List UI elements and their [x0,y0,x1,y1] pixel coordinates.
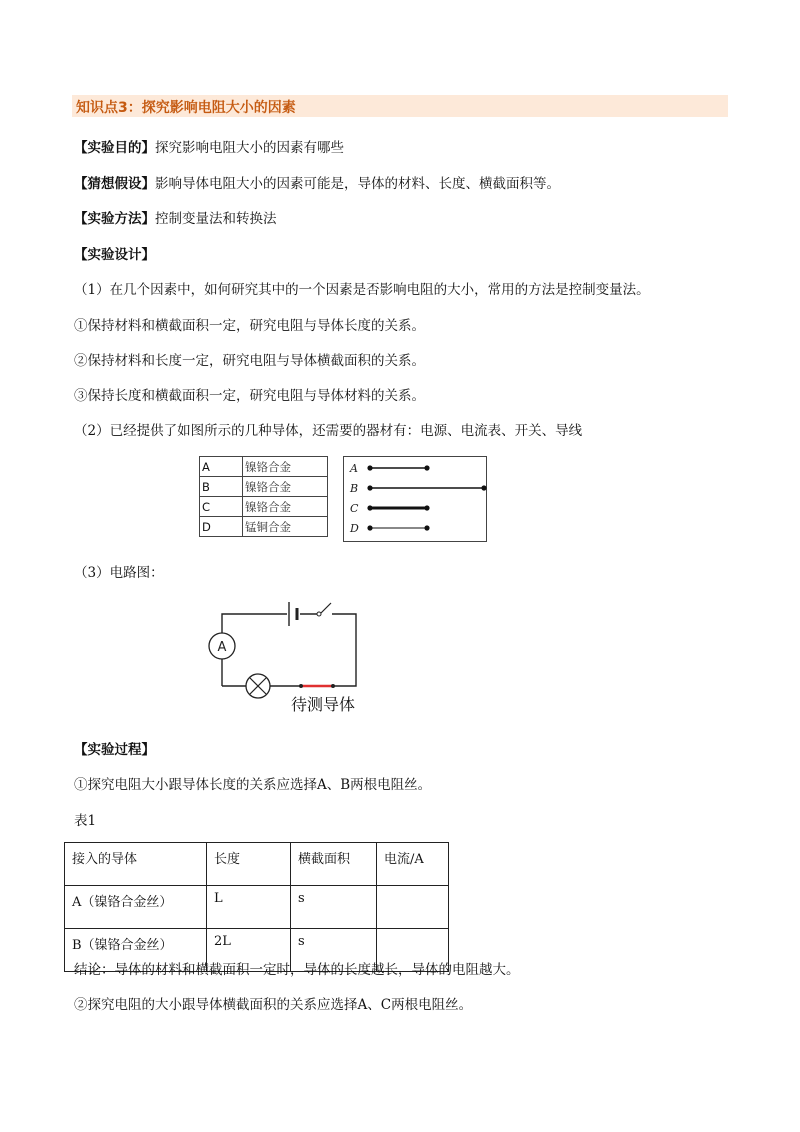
materials-name: 镍铬合金 [243,477,328,497]
test-conductor-label: 待测导体 [290,695,356,714]
wire-endpoint [367,485,372,490]
section-heading: 知识点3：探究影响电阻大小的因素 [76,100,296,116]
results-header-row [65,843,449,886]
results-cell: s [291,929,377,972]
materials-row [200,517,328,537]
wire-label: A [350,462,358,475]
materials-name: 锰铜合金 [243,517,328,537]
results-cell [377,886,449,929]
wire-endpoint [424,465,429,470]
materials-id: C [200,497,243,517]
design-p1: （1）在几个因素中，如何研究其中的一个因素是否影响电阻的大小，常用的方法是控制变量法。 [74,282,650,298]
results-cell: B（镍铬合金丝） [65,929,207,972]
design-item1: ①保持材料和横截面积一定，研究电阻与导体长度的关系。 [74,318,425,334]
materials-id: A [200,457,243,477]
results-cell: 2L [207,929,291,972]
wire-label: B [350,482,359,495]
ammeter-label: A [217,640,227,655]
process-step1: ①探究电阻大小跟导体长度的关系应选择A、B两根电阻丝。 [74,777,432,793]
test-conductor-end-right [331,684,335,688]
table-caption: 表1 [74,813,97,829]
wire-label: D [350,522,359,535]
wire-left-top [222,614,287,633]
wire-right [332,614,356,686]
process-step2: ②探究电阻的大小跟导体横截面积的关系应选择A、C两根电阻丝。 [74,997,473,1013]
materials-id: D [200,517,243,537]
hypothesis-label: 【猜想假设】 [74,176,155,192]
purpose-text: 探究影响电阻大小的因素有哪些 [155,140,344,156]
materials-row [200,497,328,517]
results-table [64,842,449,972]
wire-endpoint [481,485,486,490]
materials-id: B [200,477,243,497]
wire-figure [343,456,487,542]
materials-row [200,477,328,497]
results-header-cell: 长度 [207,843,291,886]
wire-endpoint [424,525,429,530]
wire-endpoint [424,505,429,510]
design-item2: ②保持材料和长度一定，研究电阻与导体横截面积的关系。 [74,353,425,369]
design-label: 【实验设计】 [74,247,155,263]
results-cell: A（镍铬合金丝） [65,886,207,929]
process-label: 【实验过程】 [74,742,155,758]
switch-contact [317,612,321,616]
hypothesis-line [74,172,560,192]
conclusion: 结论：导体的材料和横截面积一定时，导体的长度越长，导体的电阻越大。 [74,962,520,978]
purpose-label: 【实验目的】 [74,140,155,156]
design-p2: （2）已经提供了如图所示的几种导体，还需要的器材有：电源、电流表、开关、导线 [74,423,583,439]
wire-label: C [350,502,359,515]
materials-name: 镍铬合金 [243,497,328,517]
method-label: 【实验方法】 [74,211,155,227]
wire-endpoint [367,505,372,510]
results-header-cell: 横截面积 [291,843,377,886]
design-p3: （3）电路图： [74,565,164,581]
wire-figure-frame [344,457,487,542]
circuit-diagram [200,592,380,722]
results-header-cell: 电流/A [377,843,449,886]
wire-endpoint [367,525,372,530]
results-cell: L [207,886,291,929]
design-item3: ③保持长度和横截面积一定，研究电阻与导体材料的关系。 [74,388,425,404]
switch-lever [321,603,331,613]
results-cell: s [291,886,377,929]
method-line [74,207,277,227]
wire-endpoint [367,465,372,470]
materials-name: 镍铬合金 [243,457,328,477]
materials-table [199,456,328,537]
results-row [65,886,449,929]
purpose-line [74,136,344,156]
test-conductor-end-left [299,684,303,688]
method-text: 控制变量法和转换法 [155,211,277,227]
materials-row [200,457,328,477]
results-header-cell: 接入的导体 [65,843,207,886]
hypothesis-text: 影响导体电阻大小的因素可能是，导体的材料、长度、横截面积等。 [155,176,560,192]
